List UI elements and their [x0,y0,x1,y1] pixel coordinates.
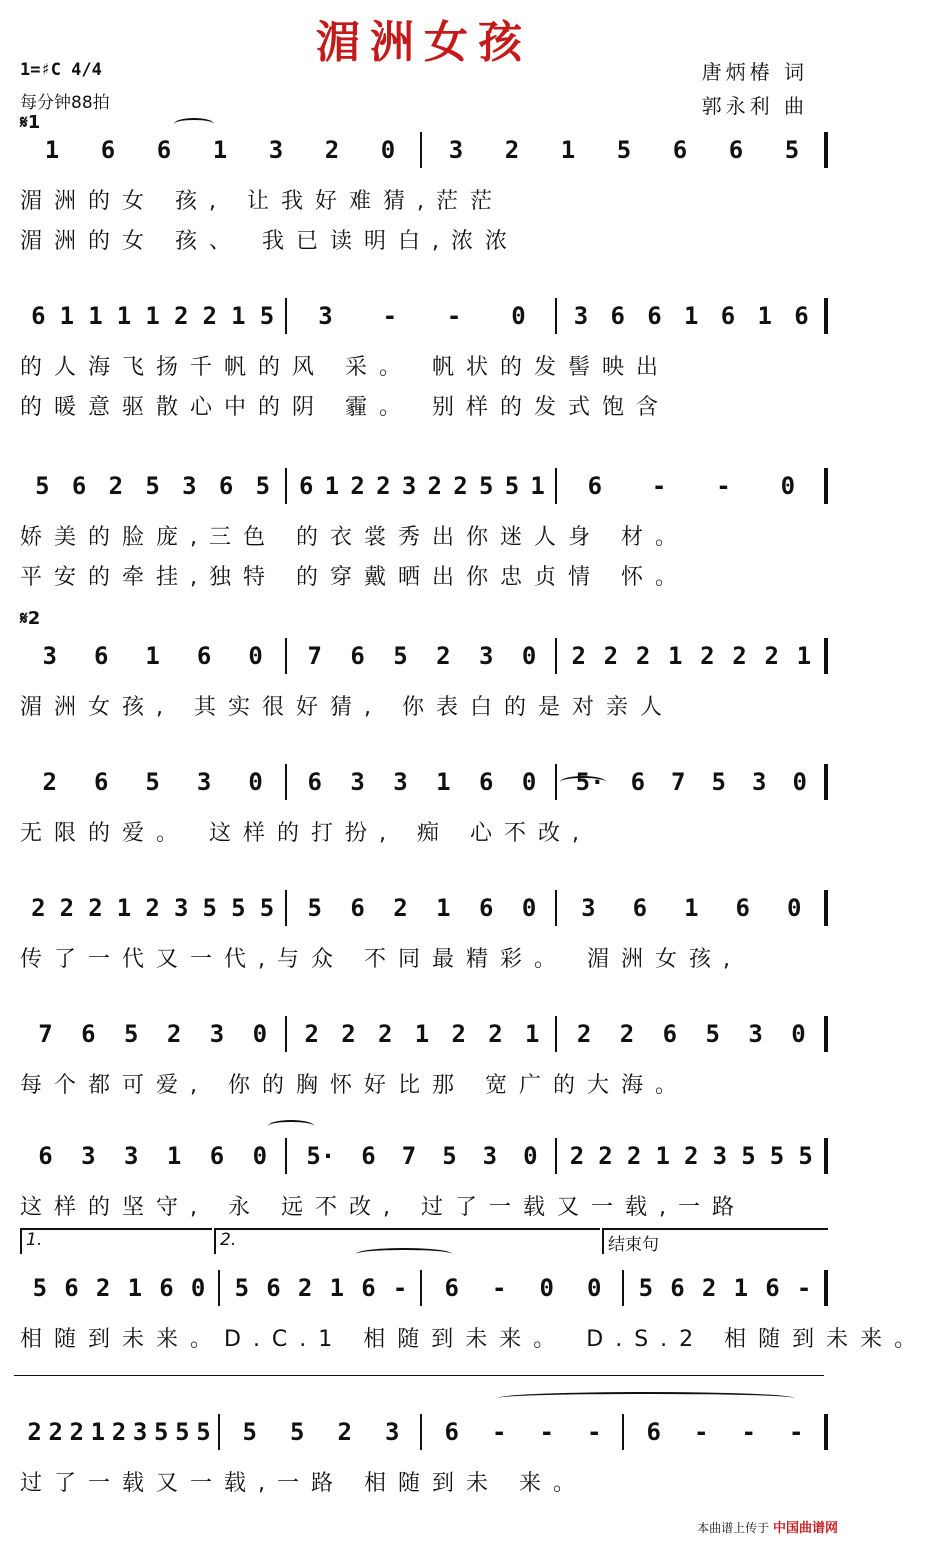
note: 2 [451,1020,466,1048]
note: 6 [670,1274,685,1302]
composer-credit: 郭永利 曲 [701,94,808,118]
note: 2 [453,472,468,500]
note: 1 [166,1142,182,1170]
note: 3 [479,642,494,670]
note: 1 [145,302,160,330]
measure [293,636,550,676]
lyric-line: 湄洲女孩, 其实很好猜, 你表白的是对亲人 [20,695,674,720]
barline [555,1016,557,1052]
note: 1 [127,1274,143,1302]
barline [824,1414,828,1450]
note: 1 [324,472,340,500]
barline [285,1138,287,1174]
note: 5 [35,472,50,500]
barline [555,764,557,800]
footer-prefix: 本曲谱上传于 [697,1521,770,1535]
note: - [741,1418,756,1446]
note: 6 [444,1418,459,1446]
lyric-line: 湄洲的女 孩、 我已读明白,浓浓 [20,229,519,254]
note: 6 [196,642,212,670]
tie-arc [498,1392,794,1404]
note: 1 [530,472,545,500]
note: 1 [231,302,246,330]
note: 2 [42,768,57,796]
note: 5 [123,1020,139,1048]
note: 7 [307,642,322,670]
note: 6 [662,1020,678,1048]
notation-system [20,1268,828,1308]
note: 5 [711,768,726,796]
measure [24,1268,214,1308]
note: - [539,1418,554,1446]
note: 6 [587,472,603,500]
measure [24,466,281,506]
note: 3 [350,768,365,796]
note: 2 [576,1020,592,1048]
note: - [492,1274,507,1302]
note: 2 [324,136,340,164]
barline [555,468,557,504]
note: 5 [705,1020,720,1048]
note: 2 [69,1418,84,1446]
note: 3 [581,894,596,922]
note: 5 [175,1418,190,1446]
barline [555,638,557,674]
note: 6 [765,1274,780,1302]
note: 6 [71,472,87,500]
measure [24,636,281,676]
segno-sign-2: 𝄋2 [20,608,41,629]
note: 0 [511,302,526,330]
section-divider [14,1375,824,1376]
note: - [446,302,462,330]
note: 1 [560,136,576,164]
note: 2 [393,894,408,922]
note: 2 [569,1142,585,1170]
note: 6 [298,472,314,500]
note: 2 [108,472,124,500]
note: - [587,1418,602,1446]
lyric-line: 每个都可爱, 你的胸怀好比那 宽广的大海。 [20,1073,689,1098]
note: 5 [798,1142,813,1170]
note: 5 [255,472,271,500]
note: 6 [31,302,46,330]
notation-system [20,888,828,928]
note: 2 [297,1274,313,1302]
note: 1 [667,642,683,670]
note: 1 [757,302,772,330]
tie-arc [268,1120,314,1132]
barline [420,132,422,168]
measure [563,636,820,676]
measure [563,888,820,928]
note: 3 [81,1142,96,1170]
barline [285,890,287,926]
note: 2 [59,894,75,922]
measure [563,296,820,336]
note: 5 [638,1274,654,1302]
barline [218,1414,220,1450]
lyric-line: 平安的牵挂,独特 的穿戴晒出你忠贞情 怀。 [20,565,689,590]
barline [824,298,828,334]
note: - [382,302,398,330]
note: 1 [90,1418,106,1446]
note: 1 [684,302,699,330]
note: 5 [290,1418,305,1446]
barline [420,1414,422,1450]
measure [24,296,281,336]
measure [24,762,281,802]
note: 5 [202,894,217,922]
barline [824,132,828,168]
note: 5 [504,472,520,500]
lyric-line: 的暖意驱散心中的阴 霾。 别样的发式饱含 [20,395,670,420]
lyric-line: 这样的坚守, 永 远不改, 过了一载又一载,一路 [20,1195,746,1220]
notation-system [20,296,828,336]
note: 0 [190,1274,206,1302]
note: 0 [521,894,537,922]
note: 1 [116,302,132,330]
note: 3 [748,1020,763,1048]
note: 3 [132,1418,148,1446]
note: 2 [619,1020,635,1048]
note: 0 [248,642,263,670]
note: 5 [259,302,275,330]
barline [824,1270,828,1306]
barline [622,1414,624,1450]
note: 2 [95,1274,111,1302]
barline [285,638,287,674]
note: 2 [166,1020,182,1048]
note: 1 [684,894,699,922]
note: 5 [242,1418,257,1446]
note: 6 [630,768,646,796]
note: 3 [196,768,212,796]
notation-system [20,130,828,170]
note: - [392,1274,408,1302]
note: 3 [268,136,284,164]
note: 2 [350,472,365,500]
note: 1 [436,894,451,922]
note: 2 [701,1274,717,1302]
note: 0 [792,768,807,796]
note: 1 [44,136,60,164]
barline [420,1270,422,1306]
measure [293,466,550,506]
barline [824,1016,828,1052]
note: 3 [393,768,408,796]
note: 6 [159,1274,174,1302]
note: 6 [794,302,809,330]
note: 2 [626,1142,642,1170]
note: 2 [88,894,103,922]
note: - [694,1418,709,1446]
note: 3 [573,302,589,330]
lyric-line: 相随到未来。D.C.1 相随到未来。 D.S.2 相随到未来。 [20,1327,928,1352]
measure [24,1136,281,1176]
measure [24,888,281,928]
note: 5 [153,1418,169,1446]
note: 6 [350,894,365,922]
note: 3 [182,472,197,500]
note: 2 [202,302,217,330]
volta-2: 2. [214,1228,600,1254]
measure [293,762,550,802]
note: 1 [655,1142,670,1170]
barline [555,890,557,926]
note: 6 [81,1020,96,1048]
note: 3 [123,1142,139,1170]
note: 7 [671,768,686,796]
measure [630,1268,820,1308]
note: 5 [442,1142,457,1170]
note: 6 [479,894,494,922]
lyric-line: 传了一代又一代,与众 不同最精彩。 湄洲女孩, [20,947,742,972]
site-logo-text: 中国曲谱网 [772,1521,838,1536]
lyric-line: 过了一载又一载,一路 相随到未 来。 [20,1471,587,1496]
note: 7 [38,1020,53,1048]
note: 3 [751,768,767,796]
note: 5 [145,768,160,796]
note: 0 [521,768,537,796]
note: 0 [252,1020,268,1048]
note: 5 [145,472,160,500]
footer-credit [697,1517,838,1536]
note: 6 [156,136,172,164]
barline [218,1270,220,1306]
measure [226,1268,416,1308]
note: 6 [38,1142,53,1170]
note: - [716,472,731,500]
note: 2 [598,1142,613,1170]
note: 5 [741,1142,756,1170]
note: 2 [732,642,747,670]
note: 1 [414,1020,430,1048]
notation-system [20,466,828,506]
note: 6 [64,1274,79,1302]
note: 6 [720,302,736,330]
note: 5· [575,768,605,796]
note: 1 [733,1274,749,1302]
note: 6 [266,1274,281,1302]
note: 0 [780,472,796,500]
note: 6 [361,1142,376,1170]
measure [428,130,820,170]
note: 0 [521,642,537,670]
note: 7 [401,1142,417,1170]
note: 2 [436,642,451,670]
note: 2 [304,1020,319,1048]
notation-system [20,636,828,676]
note: 0 [248,768,263,796]
note: 2 [337,1418,352,1446]
barline [824,638,828,674]
measure [630,1412,820,1452]
note: 6 [444,1274,459,1302]
note: 1 [88,302,103,330]
notation-system [20,1412,828,1452]
note: 0 [380,136,396,164]
note: 5 [616,136,632,164]
note: 3 [318,302,333,330]
note: 2 [173,302,189,330]
note: 0 [587,1274,602,1302]
note: 2 [427,472,442,500]
measure [24,130,416,170]
barline [555,1138,557,1174]
note: 1 [116,894,132,922]
lyric-line: 的人海飞扬千帆的风 采。 帆状的发髻映出 [20,355,670,380]
volta-1: 1. [20,1228,212,1254]
note: 6 [93,768,109,796]
lyricist-credit: 唐炳椿 词 [701,60,808,84]
note: 5 [259,894,275,922]
note: 2 [700,642,715,670]
note: 2 [376,472,391,500]
tie-arc [356,1248,452,1260]
note: 3 [385,1418,400,1446]
measure [293,888,550,928]
note: 0 [252,1142,268,1170]
note: 5 [196,1418,211,1446]
barline [622,1270,624,1306]
note: 3 [712,1142,728,1170]
note: 6 [646,1418,661,1446]
note: 2 [764,642,779,670]
note: 2 [341,1020,356,1048]
barline [824,1138,828,1174]
note: 6 [647,302,662,330]
measure [24,1014,281,1054]
note: 1 [436,768,451,796]
note: 2 [111,1418,127,1446]
note: 2 [27,1418,42,1446]
measure [563,1014,820,1054]
note: 1 [59,302,75,330]
notation-system [20,762,828,802]
note: 3 [482,1142,498,1170]
measure [24,1412,214,1452]
measure [563,1136,820,1176]
note: 5 [393,642,408,670]
note: - [651,472,667,500]
note: 6 [735,894,750,922]
measure [293,1136,550,1176]
measure [293,1014,550,1054]
tempo-marking: 每分钟88拍 [20,93,110,113]
barline [824,468,828,504]
barline [824,764,828,800]
note: 5 [784,136,800,164]
note: 6 [728,136,744,164]
note: 2 [48,1418,63,1446]
barline [824,890,828,926]
note: 0 [523,1142,538,1170]
note: 2 [603,642,619,670]
lyric-line: 无限的爱。 这样的打扮, 痴 心不改, [20,821,591,846]
note: 5 [231,894,246,922]
note: 6 [100,136,116,164]
note: 5 [32,1274,48,1302]
note: 0 [539,1274,554,1302]
barline [285,298,287,334]
note: 1 [524,1020,540,1048]
note: 3 [401,472,417,500]
segno-sign-1: 𝄋1 [20,112,41,133]
note: 2 [684,1142,699,1170]
note: 1 [212,136,228,164]
barline [285,468,287,504]
lyric-line: 湄洲的女 孩, 让我好难猜,茫茫 [20,189,504,214]
note: 1 [329,1274,345,1302]
note: 3 [448,136,464,164]
notation-system [20,1014,828,1054]
note: 2 [145,894,160,922]
note: 2 [571,642,586,670]
note: 5 [478,472,494,500]
note: 1 [796,642,812,670]
note: 6 [361,1274,376,1302]
barline [555,298,557,334]
measure [293,296,550,336]
note: 5 [234,1274,250,1302]
measure [226,1412,416,1452]
note: 2 [488,1020,503,1048]
note: 5· [306,1142,336,1170]
note: 6 [610,302,625,330]
notation-system [20,1136,828,1176]
note: 3 [209,1020,225,1048]
barline [285,1016,287,1052]
note: 2 [635,642,651,670]
note: - [492,1418,507,1446]
lyric-line: 娇美的脸庞,三色 的衣裳秀出你迷人身 材。 [20,525,689,550]
note: 2 [377,1020,393,1048]
note: 5 [307,894,322,922]
note: 5 [769,1142,785,1170]
note: 3 [173,894,189,922]
note: 0 [791,1020,806,1048]
note: 6 [672,136,688,164]
measure [563,466,820,506]
measure [428,1412,618,1452]
note: 0 [786,894,802,922]
note: 6 [307,768,322,796]
note: 6 [218,472,234,500]
note: 6 [93,642,109,670]
barline [285,764,287,800]
note: 3 [42,642,57,670]
note: - [796,1274,812,1302]
note: 1 [145,642,160,670]
page-title: 湄洲女孩 [316,17,532,68]
coda-ending-label: 结束句 [602,1228,828,1254]
note: - [789,1418,804,1446]
note: 6 [350,642,365,670]
note: 6 [632,894,648,922]
key-signature: 1=♯C 4/4 [20,60,102,80]
note: 6 [479,768,494,796]
tie-arc [174,118,214,130]
measure [428,1268,618,1308]
note: 2 [31,894,46,922]
note: 6 [209,1142,225,1170]
tie-arc [560,776,606,788]
note: 2 [504,136,520,164]
